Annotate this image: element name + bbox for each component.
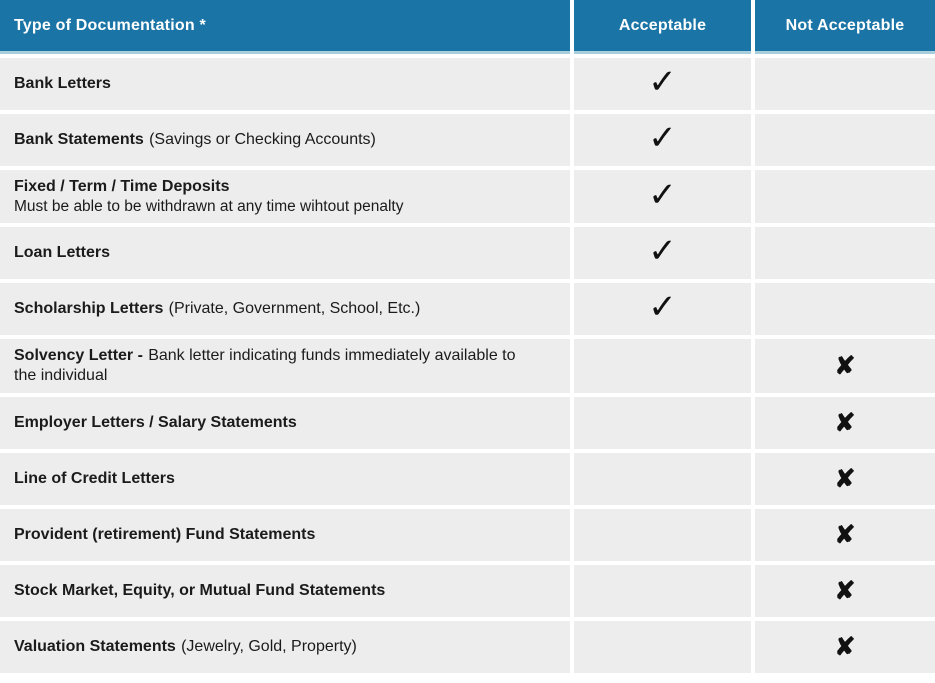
cross-icon: ✘ (834, 464, 856, 493)
doc-title: Bank Letters (14, 75, 111, 92)
doc-type-text (14, 346, 519, 386)
doc-type-text (14, 525, 315, 545)
acceptable-cell (574, 397, 751, 449)
doc-type-cell (0, 114, 570, 166)
acceptable-cell (574, 339, 751, 393)
doc-title: Fixed / Term / Time Deposits (14, 178, 230, 195)
doc-type-cell (0, 227, 570, 279)
cross-icon: ✘ (834, 520, 856, 549)
doc-type-text (14, 130, 376, 150)
check-icon: ✓ (648, 119, 677, 157)
acceptable-cell (574, 453, 751, 505)
not-acceptable-cell (755, 170, 935, 223)
doc-type-cell (0, 339, 570, 393)
not-acceptable-cell (755, 58, 935, 110)
doc-detail: Bank letter indicating funds immediately available to the individual (14, 347, 516, 385)
acceptable-cell (574, 283, 751, 335)
check-icon: ✓ (648, 63, 677, 101)
not-acceptable-cell (755, 227, 935, 279)
doc-title: Line of Credit Letters (14, 470, 175, 488)
doc-detail: (Savings or Checking Accounts) (149, 131, 376, 148)
doc-type-cell (0, 565, 570, 617)
header-not-acceptable: Not Acceptable (755, 0, 935, 54)
doc-type-cell (0, 397, 570, 449)
header-doc-type: Type of Documentation * (0, 0, 570, 54)
acceptable-cell (574, 621, 751, 673)
doc-title: Bank Statements (14, 131, 144, 148)
doc-title: Loan Letters (14, 244, 111, 262)
doc-title: Valuation Statements (14, 638, 176, 656)
cross-icon: ✘ (834, 632, 856, 661)
doc-type-text (14, 243, 110, 263)
doc-type-cell (0, 621, 570, 673)
cross-icon: ✘ (834, 576, 856, 605)
doc-type-cell (0, 509, 570, 561)
doc-type-text (14, 469, 175, 489)
cross-icon: ✘ (834, 408, 856, 437)
not-acceptable-cell (755, 283, 935, 335)
acceptable-cell (574, 227, 751, 279)
check-icon: ✓ (648, 232, 677, 271)
doc-title: Solvency Letter - (14, 347, 143, 365)
acceptable-cell (574, 509, 751, 561)
doc-title: Employer Letters / Salary Statements (14, 414, 297, 432)
acceptable-cell (574, 58, 751, 110)
doc-title: Stock Market, Equity, or Mutual Fund Statements (14, 582, 386, 600)
not-acceptable-cell (755, 339, 935, 393)
doc-type-cell (0, 170, 570, 223)
doc-type-text (14, 413, 297, 433)
doc-type-cell (0, 283, 570, 335)
doc-title: Scholarship Letters (14, 300, 164, 318)
acceptable-cell (574, 170, 751, 223)
doc-type-text (14, 177, 403, 216)
doc-type-text (14, 637, 357, 657)
not-acceptable-cell (755, 509, 935, 561)
doc-detail: (Jewelry, Gold, Property) (181, 638, 357, 656)
not-acceptable-cell (755, 114, 935, 166)
header-acceptable: Acceptable (574, 0, 751, 54)
doc-type-text (14, 74, 111, 94)
cross-icon: ✘ (834, 351, 856, 380)
doc-type-cell (0, 453, 570, 505)
not-acceptable-cell (755, 397, 935, 449)
not-acceptable-cell (755, 621, 935, 673)
doc-detail: (Private, Government, School, Etc.) (168, 300, 421, 318)
not-acceptable-cell (755, 453, 935, 505)
doc-title: Provident (retirement) Fund Statements (14, 526, 316, 544)
doc-type-cell (0, 58, 570, 110)
doc-subtext: Must be able to be withdrawn at any time wihtout penalty (14, 198, 404, 215)
check-icon: ✓ (648, 288, 677, 327)
acceptable-cell (574, 114, 751, 166)
check-icon: ✓ (648, 175, 677, 214)
doc-type-text (14, 299, 420, 319)
not-acceptable-cell (755, 565, 935, 617)
doc-type-text (14, 581, 385, 601)
acceptable-cell (574, 565, 751, 617)
